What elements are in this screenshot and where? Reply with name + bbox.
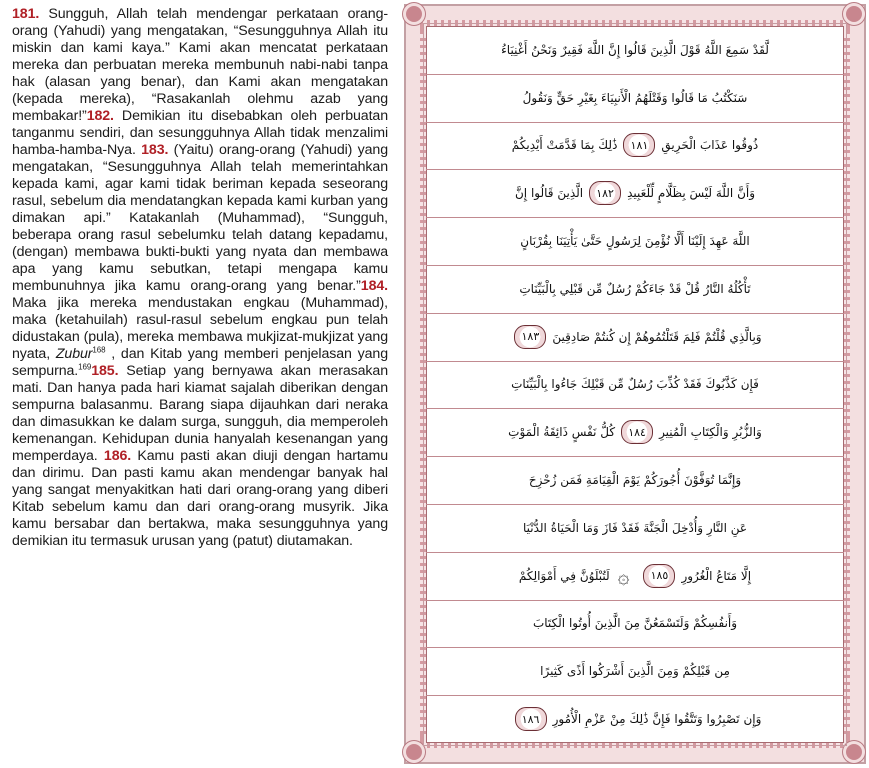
mushaf-line (426, 600, 844, 649)
corner-ornament-top-left (406, 6, 422, 22)
arabic-text: عَنِ النَّارِ وَأُدْخِلَ الْجَنَّةَ فَقَدْ فَازَ وَمَا الْحَيَاةُ الدُّنْيَا (522, 520, 748, 535)
arabic-text: لَتُبْلَوُنَّ فِي أَمْوَالِكُمْ (518, 568, 610, 583)
mushaf-line (426, 408, 844, 457)
arabic-text: ذَٰلِكَ بِمَا قَدَّمَتْ أَيْدِيكُمْ (511, 138, 618, 153)
verse-text-186: Kamu pasti akan diuji dengan hartamu dan dirimu. Dan pasti kamu akan mendengar banyak hal yang sangat menyakitkan hati dari orang-orang yang diberi Kitab sebelum kamu dan dari orang-orang musyrik. Jika kamu bersabar dan bertakwa, maka sesungguhnya yang demikian itu termasuk urusan yang (patut) diutamakan. (12, 448, 389, 549)
footnote-169: 169 (78, 362, 92, 372)
ayah-number-marker: ١٨٥ (643, 564, 675, 588)
arabic-text: سَنَكْتُبُ مَا قَالُوا وَقَتْلَهُمُ الْأَنبِيَاءَ بِغَيْرِ حَقٍّ وَنَقُولُ (522, 90, 748, 105)
arabic-text: فَإِن كَذَّبُوكَ فَقَدْ كُذِّبَ رُسُلٌ مِّن قَبْلِكَ جَاءُوا بِالْبَيِّنَاتِ (511, 377, 759, 392)
verse-text-183: (Yaitu) orang-orang (Yahudi) yang mengatakan, “Sesungguhnya Allah telah memerintahkan kepada kami, agar kami tidak beriman kepada seseorang rasul, sebelum dia mendatangkan kepada kami kurban yang dimakan api.” Katakanlah (Muhammad), “Sungguh, beberapa orang rasul sebelumku telah datang kepadamu, (dengan) membawa bukti-bukti yang nyata dan membawa apa yang kamu sebutkan, tetapi mengapa kamu membunuhnya jika kamu orang-orang yang benar.” (12, 142, 388, 294)
verse-number-181: 181. (12, 6, 40, 22)
ayah-number-marker: ١٨٢ (589, 181, 621, 205)
corner-ornament-bottom-left (406, 744, 422, 760)
arabic-text: وَبِالَّذِي قُلْتُمْ فَلِمَ قَتَلْتُمُوهُمْ إِن كُنتُمْ صَادِقِينَ (552, 329, 762, 344)
verse-text-181: Sungguh, Allah telah mendengar perkataan orang-orang (Yahudi) yang mengatakan, “Sesungguhnya Allah itu miskin dan kami kaya.” Kami akan mencatat perkataan mereka dan perbuatan mereka membunuh nabi-nabi tanpa hak (alasan yang benar), dan Kami akan mengatakan (kepada mereka), “Rasakanlah olehmu azab yang membakar!” (12, 6, 388, 124)
arabic-text: الَّذِينَ قَالُوا إِنَّ (514, 186, 584, 201)
translation-column (12, 6, 388, 764)
verse-number-185: 185. (91, 363, 119, 379)
mushaf-line (426, 169, 844, 218)
mushaf-line (426, 504, 844, 553)
hizb-star-icon: ۞ (617, 563, 630, 588)
mushaf-line (426, 26, 844, 75)
arabic-text: لَّقَدْ سَمِعَ اللَّهُ قَوْلَ الَّذِينَ قَالُوا إِنَّ اللَّهَ فَقِيرٌ وَنَحْنُ أَغْنِيَاءُ (501, 42, 769, 57)
mushaf-line (426, 552, 844, 601)
footnote-168: 168 (92, 345, 106, 355)
verse-text-184a: Maka jika mereka mendustakan engkau (Muhammad), maka (ketahuilah) rasul-rasul sebelum engkau pun telah didustakan (pula), mereka membawa mukjizat-mukjizat yang nyata, (12, 295, 388, 362)
mushaf-line (426, 74, 844, 123)
arabic-text: وَالزُّبُرِ وَالْكِتَابِ الْمُنِيرِ (659, 425, 762, 440)
zubur-term: Zubur (55, 346, 93, 362)
arabic-text: وَأَنفُسِكُمْ وَلَتَسْمَعُنَّ مِنَ الَّذِينَ أُوتُوا الْكِتَابَ (532, 616, 738, 631)
mushaf-line (426, 122, 844, 171)
mushaf-line (426, 695, 844, 743)
corner-ornament-bottom-right (846, 744, 862, 760)
verse-text-184b: , dan Kitab yang memberi penjelasan yang sempurna. (12, 346, 388, 379)
mushaf-line (426, 361, 844, 410)
arabic-text: مِن قَبْلِكُمْ وَمِنَ الَّذِينَ أَشْرَكُوا أَذًى كَثِيرًا (540, 664, 730, 679)
verse-number-182: 182. (86, 108, 114, 124)
verse-text-182: Demikian itu disebabkan oleh perbuatan tanganmu sendiri, dan sesungguhnya Allah tidak menzalimi hamba-hamba-Nya. (12, 108, 388, 158)
mushaf-line (426, 456, 844, 505)
mushaf-lines (426, 26, 844, 743)
ayah-number-marker: ١٨١ (623, 133, 655, 157)
ayah-number-marker: ١٨٦ (515, 707, 547, 731)
mushaf-line (426, 313, 844, 362)
ayah-number-marker: ١٨٤ (621, 420, 653, 444)
arabic-text: اللَّهَ عَهِدَ إِلَيْنَا أَلَّا نُؤْمِنَ لِرَسُولٍ حَتَّىٰ يَأْتِيَنَا بِقُرْبَانٍ (520, 234, 750, 249)
ayah-number-marker: ١٨٣ (514, 325, 546, 349)
arabic-text: تَأْكُلُهُ النَّارُ قُلْ قَدْ جَاءَكُمْ رُسُلٌ مِّن قَبْلِي بِالْبَيِّنَاتِ (519, 281, 751, 296)
mushaf-line (426, 217, 844, 266)
verse-number-184: 184. (360, 278, 388, 294)
verse-text-185: Setiap yang bernyawa akan merasakan mati. Dan hanya pada hari kiamat sajalah diberikan dengan sempurna balasanmu. Barang siapa dijauhkan dari neraka dan dimasukkan ke dalam surga, sungguh, dia memperoleh kemenangan. Kehidupan dunia hanyalah kesenangan yang memperdaya. (12, 363, 388, 464)
verse-number-186: 186. (103, 448, 132, 464)
verse-number-183: 183. (141, 142, 169, 158)
arabic-text: ذُوقُوا عَذَابَ الْحَرِيقِ (661, 138, 759, 153)
mushaf-line (426, 265, 844, 314)
mushaf-line (426, 647, 844, 696)
arabic-text: وَأَنَّ اللَّهَ لَيْسَ بِظَلَّامٍ لِّلْعَبِيدِ (627, 186, 756, 201)
arabic-text: كُلُّ نَفْسٍ ذَائِقَةُ الْمَوْتِ (508, 425, 616, 440)
corner-ornament-top-right (846, 6, 862, 22)
arabic-text: وَإِن تَصْبِرُوا وَتَتَّقُوا فَإِنَّ ذَٰلِكَ مِنْ عَزْمِ الْأُمُورِ (552, 712, 762, 727)
arabic-text: إِلَّا مَتَاعُ الْغُرُورِ (681, 568, 752, 583)
arabic-text: وَإِنَّمَا تُوَفَّوْنَ أُجُورَكُمْ يَوْمَ الْقِيَامَةِ فَمَن زُحْزِحَ (528, 473, 742, 488)
